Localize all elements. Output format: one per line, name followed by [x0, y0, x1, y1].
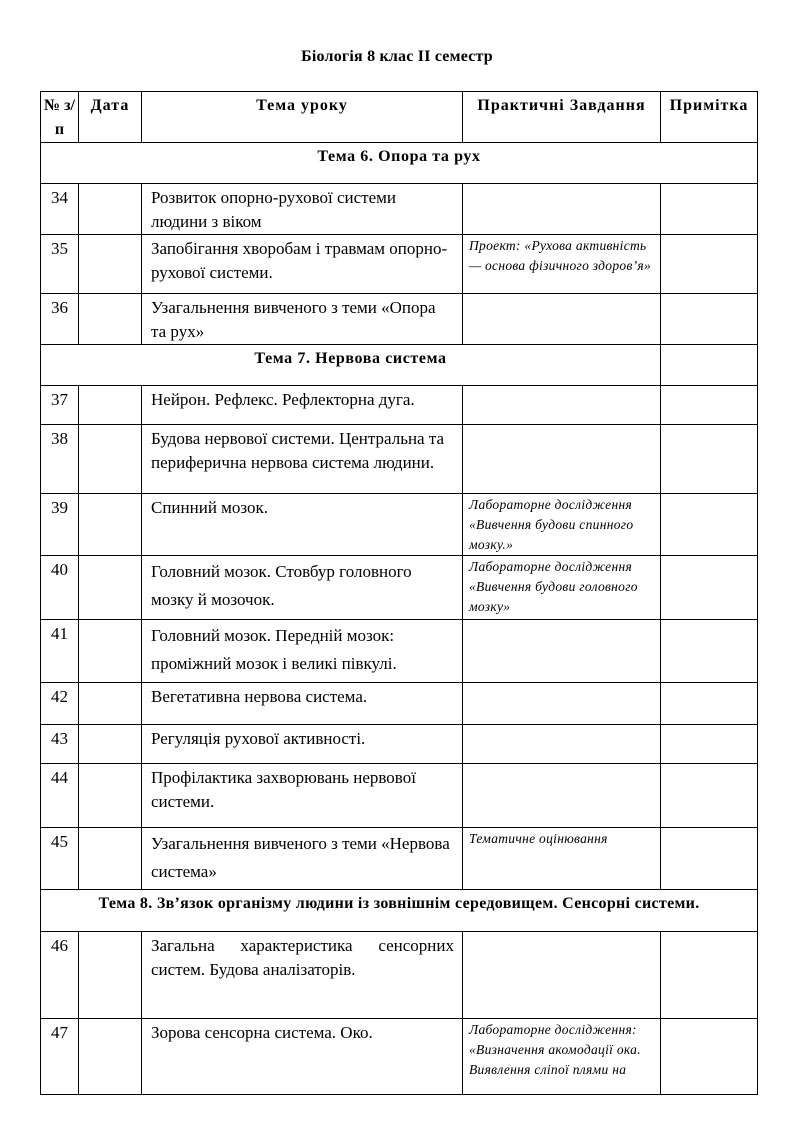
table-row — [41, 620, 758, 683]
note-cell — [661, 932, 758, 1019]
section-row — [41, 890, 758, 932]
date-cell — [79, 683, 142, 725]
practical-cell — [463, 683, 661, 725]
topic-cell: Розвиток опорно-рухової системи людини з віком — [142, 184, 463, 235]
date-cell — [79, 828, 142, 890]
practical-cell — [463, 386, 661, 425]
row-number: 41 — [41, 620, 79, 683]
note-cell — [661, 620, 758, 683]
topic-cell: Запобігання хворобам і травмам опорно-рухової системи. — [142, 235, 463, 294]
note-cell — [661, 494, 758, 556]
note-cell — [661, 294, 758, 345]
practical-cell: Тематичне оцінювання — [463, 828, 661, 890]
date-cell — [79, 494, 142, 556]
row-number: 45 — [41, 828, 79, 890]
table-row — [41, 184, 758, 235]
date-cell — [79, 425, 142, 494]
practical-cell — [463, 294, 661, 345]
topic-cell: Вегетативна нервова система. — [142, 683, 463, 725]
row-number: 36 — [41, 294, 79, 345]
date-cell — [79, 294, 142, 345]
table-row — [41, 386, 758, 425]
row-number: 34 — [41, 184, 79, 235]
topic-cell: Зорова сенсорна система. Око. — [142, 1019, 463, 1095]
header-practical: Практичні Завдання — [463, 92, 661, 143]
row-number: 37 — [41, 386, 79, 425]
topic-cell: Профілактика захворювань нервової системи. — [142, 764, 463, 828]
date-cell — [79, 764, 142, 828]
practical-cell — [463, 932, 661, 1019]
section-title-6: Тема 6. Опора та рух — [41, 143, 758, 184]
row-number: 46 — [41, 932, 79, 1019]
note-cell — [661, 425, 758, 494]
table-row — [41, 683, 758, 725]
topic-cell: Загальна характеристика сенсорних систем. Будова аналізаторів. — [142, 932, 463, 1019]
topic-cell: Узагальнення вивченого з теми «Нервова система» — [142, 828, 463, 890]
date-cell — [79, 1019, 142, 1095]
practical-cell — [463, 764, 661, 828]
practical-cell: Лабораторне дослідження «Вивчення будови головного мозку» — [463, 556, 661, 620]
table-row — [41, 932, 758, 1019]
header-number: № з/п — [41, 92, 79, 143]
topic-cell: Головний мозок. Стовбур головного мозку й мозочок. — [142, 556, 463, 620]
practical-cell: Лабораторне дослідження «Вивчення будови спинного мозку.» — [463, 494, 661, 556]
section-row — [41, 345, 758, 386]
date-cell — [79, 932, 142, 1019]
practical-cell: Проект: «Рухова активність — основа фізичного здоров’я» — [463, 235, 661, 294]
table-row — [41, 494, 758, 556]
practical-cell — [463, 184, 661, 235]
header-topic: Тема уроку — [142, 92, 463, 143]
topic-cell: Будова нервової системи. Центральна та периферична нервова система людини. — [142, 425, 463, 494]
topic-cell: Спинний мозок. — [142, 494, 463, 556]
practical-cell — [463, 620, 661, 683]
practical-cell: Лабораторне дослідження: «Визначення акомодації ока. Виявлення сліпої плями на — [463, 1019, 661, 1095]
date-cell — [79, 620, 142, 683]
note-cell — [661, 184, 758, 235]
lesson-plan-table — [40, 91, 758, 1095]
section-title-8: Тема 8. Зв’язок організму людини із зовнішнім середовищем. Сенсорні системи. — [41, 890, 758, 932]
note-cell — [661, 764, 758, 828]
header-date: Дата — [79, 92, 142, 143]
row-number: 43 — [41, 725, 79, 764]
page-title: Біологія 8 клас II семестр — [301, 48, 493, 65]
section-row — [41, 143, 758, 184]
note-cell — [661, 386, 758, 425]
topic-cell: Регуляція рухової активності. — [142, 725, 463, 764]
table-row — [41, 725, 758, 764]
note-cell — [661, 345, 758, 386]
row-number: 40 — [41, 556, 79, 620]
table-row — [41, 828, 758, 890]
row-number: 47 — [41, 1019, 79, 1095]
section-title-7: Тема 7. Нервова система — [41, 345, 661, 386]
practical-cell — [463, 725, 661, 764]
table-row — [41, 425, 758, 494]
topic-cell: Узагальнення вивченого з теми «Опора та рух» — [142, 294, 463, 345]
header-note: Примітка — [661, 92, 758, 143]
topic-cell: Головний мозок. Передній мозок: проміжний мозок і великі півкулі. — [142, 620, 463, 683]
table-row — [41, 1019, 758, 1095]
note-cell — [661, 828, 758, 890]
table-row — [41, 556, 758, 620]
date-cell — [79, 386, 142, 425]
row-number: 35 — [41, 235, 79, 294]
date-cell — [79, 235, 142, 294]
note-cell — [661, 725, 758, 764]
date-cell — [79, 556, 142, 620]
note-cell — [661, 683, 758, 725]
note-cell — [661, 1019, 758, 1095]
table-row — [41, 235, 758, 294]
note-cell — [661, 235, 758, 294]
table-row — [41, 764, 758, 828]
practical-cell — [463, 425, 661, 494]
row-number: 39 — [41, 494, 79, 556]
date-cell — [79, 725, 142, 764]
date-cell — [79, 184, 142, 235]
row-number: 42 — [41, 683, 79, 725]
table-row — [41, 294, 758, 345]
row-number: 38 — [41, 425, 79, 494]
row-number: 44 — [41, 764, 79, 828]
header-row — [41, 92, 758, 143]
note-cell — [661, 556, 758, 620]
topic-cell: Нейрон. Рефлекс. Рефлекторна дуга. — [142, 386, 463, 425]
